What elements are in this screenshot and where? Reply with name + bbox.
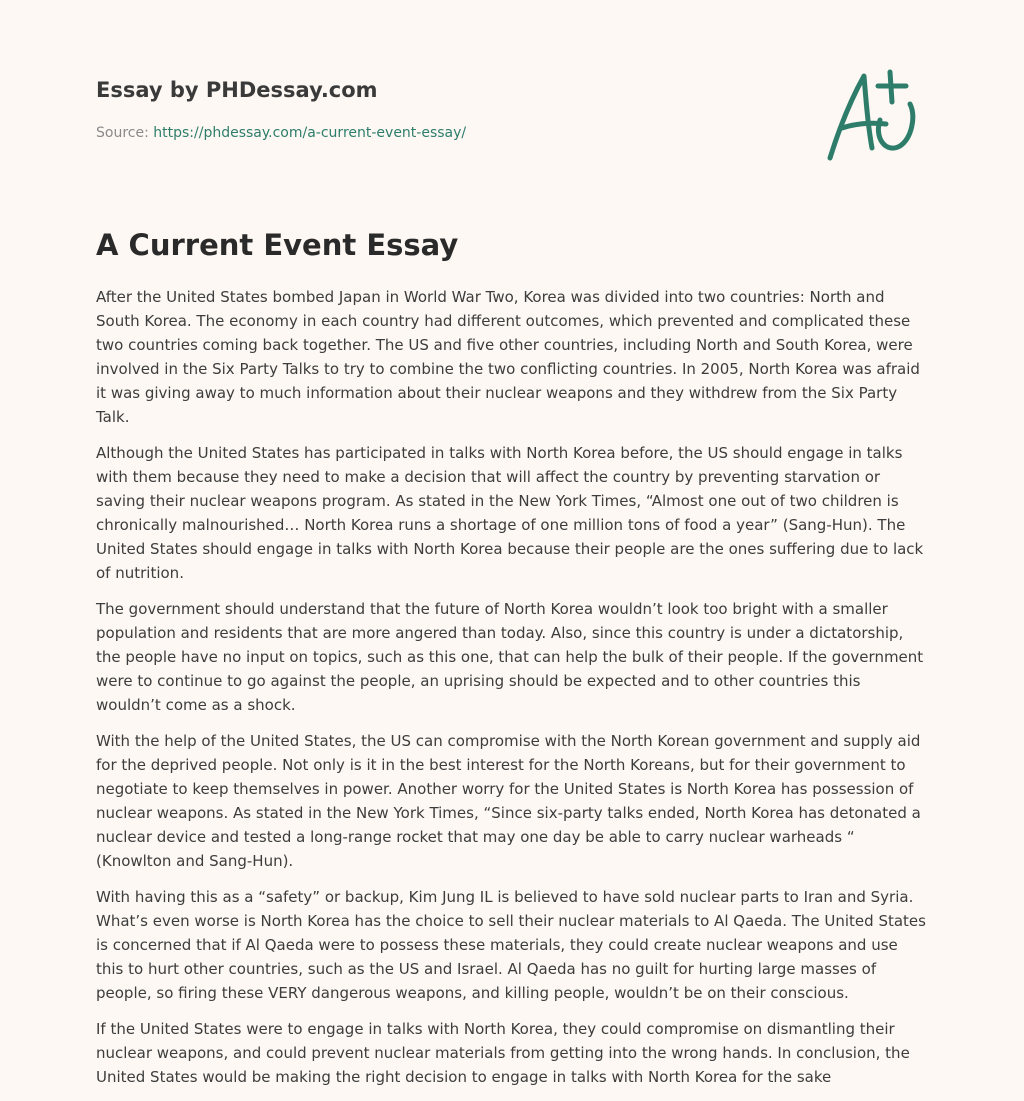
essay-paragraph: After the United States bombed Japan in World War Two, Korea was divided into two countries: North and South Korea. The economy in each country had different outcomes, which prevented and complicated these two countries coming back together. The US and five other countries, including North and South Korea, were involved in the Six Party Talks to try to combine the two conflicting countries. In 2005, North Korea was afraid it was giving away to much information about their nuclear weapons and they withdrew from the Six Party Talk. <box>96 288 920 426</box>
essay-paragraph: The government should understand that the future of North Korea wouldn’t look too bright with a smaller population and residents that are more angered than today. Also, since this country is under a dictatorship, the people have no input on topics, such as this one, that can help the bulk of their people. If the government were to continue to go against the people, an uprising should be expected and to other countries this wouldn’t come as a shock. <box>96 600 924 714</box>
source-link[interactable]: https://phdessay.com/a-current-event-essay/ <box>153 125 467 141</box>
essay-paragraph: Although the United States has participated in talks with North Korea before, the US should engage in talks with them because they need to make a decision that will affect the country by preventing starvation or saving their nuclear weapons program. As stated in the New York Times, “Almost one out of two children is chronically malnourished… North Korea runs a shortage of one million tons of food a year” (Sang-Hun). The United States should engage in talks with North Korea because their people are the ones suffering due to lack of nutrition. <box>96 444 924 582</box>
site-brand: Essay by PHDessay.com <box>96 78 378 102</box>
header <box>96 76 696 143</box>
essay-paragraph: With the help of the United States, the US can compromise with the North Korean government and supply aid for the deprived people. Not only is it in the best interest for the North Koreans, but for their government to negotiate to keep themselves in power. Another worry for the United States is North Korea has possession of nuclear weapons. As stated in the New York Times, “Since six-party talks ended, North Korea has detonated a nuclear device and tested a long-range rocket that may one day be able to carry nuclear warheads “ (Knowlton and Sang-Hun). <box>96 732 921 870</box>
source-line <box>96 123 696 143</box>
essay-paragraph: If the United States were to engage in talks with North Korea, they could compromise on dismantling their nuclear weapons, and could prevent nuclear materials from getting into the wrong hands. In conclusion, the United States would be making the right decision to engage in talks with North Korea for the sake <box>96 1020 910 1086</box>
essay-title: A Current Event Essay <box>96 228 459 262</box>
essay-paragraph: With having this as a “safety” or backup, Kim Jung IL is believed to have sold nuclear parts to Iran and Syria. What’s even worse is North Korea has the choice to sell their nuclear materials to Al Qaeda. The United States is concerned that if Al Qaeda were to possess these materials, they could create nuclear weapons and use this to hurt other countries, such as the US and Israel. Al Qaeda has no guilt for hurting large masses of people, so firing these VERY dangerous weapons, and killing people, wouldn’t be on their conscious. <box>96 888 926 1002</box>
a-plus-logo-icon <box>820 66 930 166</box>
essay-body <box>96 285 928 1101</box>
source-label: Source: <box>96 125 149 141</box>
